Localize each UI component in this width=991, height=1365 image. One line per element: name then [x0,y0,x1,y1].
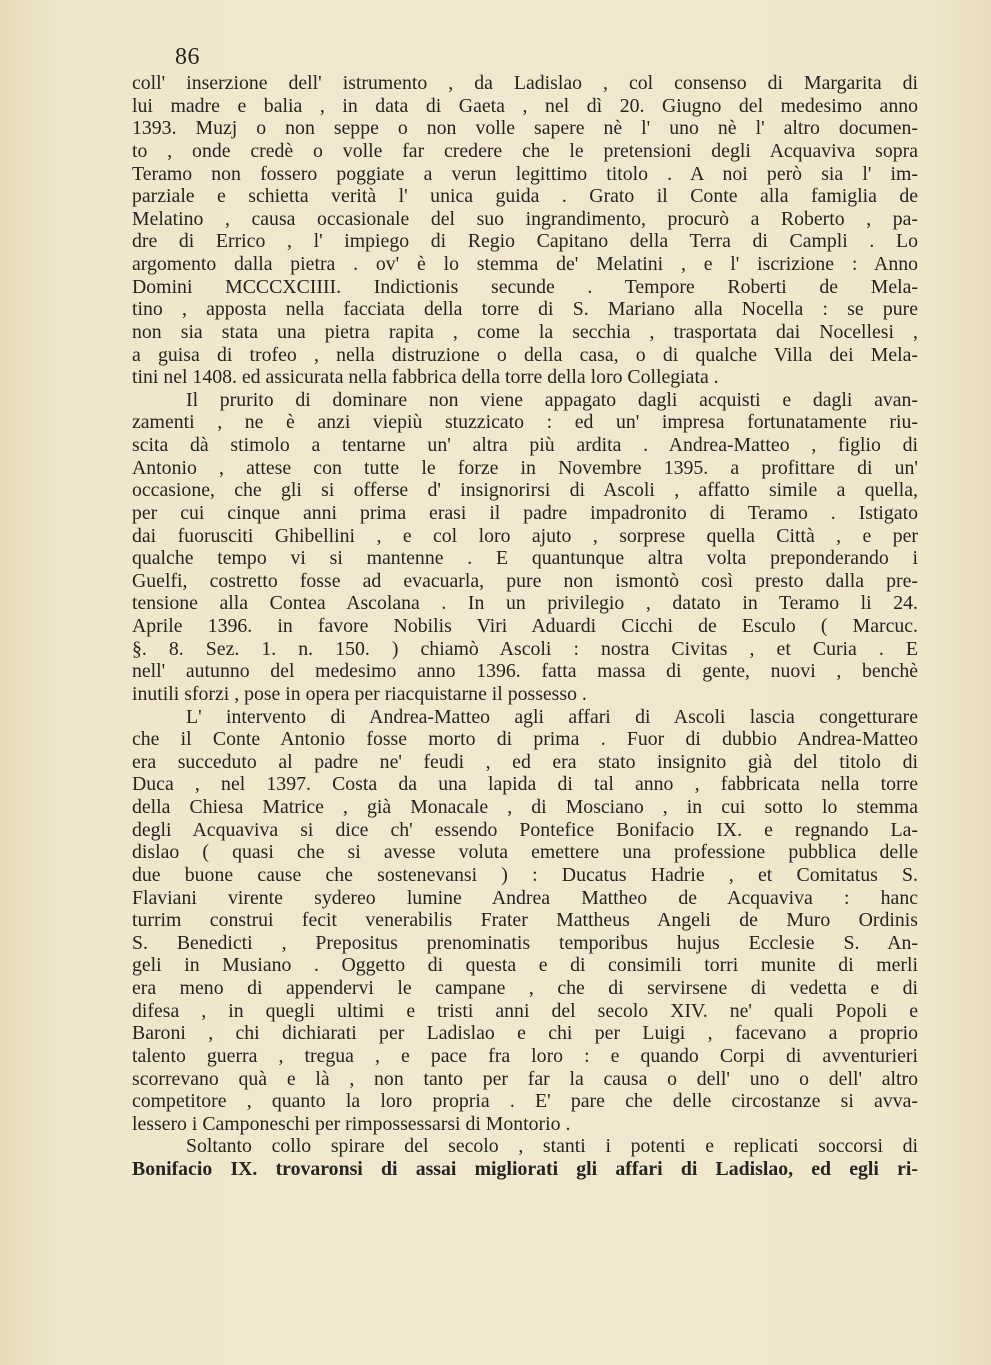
text-line: §. 8. Sez. 1. n. 150. ) chiamò Ascoli : nostra Civitas , et Curia . E [132,637,918,660]
text-line: per cui cinque anni prima erasi il padre impadronito di Teramo . Istigato [132,501,918,524]
text-line: Duca , nel 1397. Costa da una lapida di tal anno , fabbricata nella torre [132,773,918,796]
text-line: dislao ( quasi che si avesse voluta emettere una professione pubblica delle [132,841,918,864]
text-line: era succeduto al padre ne' feudi , ed era stato insignito già del titolo di [132,750,918,773]
text-line: nell' autunno del medesimo anno 1396. fatta massa di gente, nuovi , benchè [132,660,918,683]
text-line: tini nel 1408. ed assicurata nella fabbrica della torre della loro Collegiata . [132,366,719,389]
text-line: lui madre e balia , in data di Gaeta , nel dì 20. Giugno del medesimo anno [132,94,918,117]
text-line: parziale e schietta verità l' unica guida . Grato il Conte alla famiglia de [132,185,918,208]
text-line: Melatino , causa occasionale del suo ingrandimento, procurò a Roberto , pa- [132,207,918,230]
text-line: scorrevano quà e là , non tanto per far la causa o dell' uno o dell' altro [132,1067,918,1090]
text-line: Baroni , chi dichiarati per Ladislao e chi per Luigi , facevano a proprio [132,1022,918,1045]
text-line: che il Conte Antonio fosse morto di prima . Fuor di dubbio Andrea-Matteo [132,728,918,751]
text-line: Soltanto collo spirare del secolo , stanti i potenti e replicati soccorsi di [186,1135,918,1158]
text-line: era meno di appendervi le campane , che di servirsene di vedetta e di [132,977,918,999]
text-line: Antonio , attese con tutte le forze in Novembre 1395. a profittare di un' [132,456,918,479]
text-line: due buone cause che sostenevansi ) : Ducatus Hadrie , et Comitatus S. [132,863,918,886]
text-line: difesa , in quegli ultimi e tristi anni del secolo XIV. ne' quali Popoli e [132,999,918,1022]
text-line: a guisa di trofeo , nella distruzione o della casa, o di qualche Villa dei Mela- [132,343,918,366]
text-line: della Chiesa Matrice , già Monacale , di Mosciano , in cui sotto lo stemma [132,796,918,818]
text-line: tino , apposta nella facciata della torre di S. Mariano alla Nocella : se pure [132,298,918,321]
text-line: Bonifacio IX. trovaronsi di assai migliorati gli affari di Ladislao, ed egli ri- [132,1158,918,1180]
text-line: Domini MCCCXCIIII. Indictionis secunde . Tempore Roberti de Mela- [132,275,918,298]
text-line: zamenti , ne è anzi viepiù stuzzicato : ed un' impresa fortunatamente riu- [132,411,918,434]
text-line: qualche tempo vi si mantenne . E quantunque altra volta preponderando i [132,547,918,570]
text-line: Teramo non fossero poggiate a verun legittimo titolo . A noi però sia l' im- [132,162,918,185]
text-line: competitore , quanto la loro propria . E' pare che delle circostanze si avva- [132,1090,918,1113]
page-number: 86 [175,44,200,70]
text-line: Guelfi, costretto fosse ad evacuarla, pure non ismontò così presto dalla pre- [132,569,918,592]
text-line: argomento dalla pietra . ov' è lo stemma de' Melatini , e l' iscrizione : Anno [132,253,918,275]
body-text [132,72,918,1181]
text-line: dai fuorusciti Ghibellini , e col loro ajuto , sorprese quella Città , e per [132,524,918,547]
text-line: degli Acquaviva si dice ch' essendo Pontefice Bonifacio IX. e regnando La- [132,818,918,841]
text-line: non sia stata una pietra rapita , come la secchia , trasportata dai Nocellesi , [132,320,918,343]
text-line: Il prurito di dominare non viene appagato dagli acquisti e dagli avan- [186,388,918,411]
text-line: occasione, che gli si offerse d' insignorirsi di Ascoli , affatto simile a quella, [132,479,918,502]
text-line: scita dà stimolo a tentarne un' altra più ardita . Andrea-Matteo , figlio di [132,434,918,456]
text-line: turrim construi fecit venerabilis Frater Mattheus Angeli de Muro Ordinis [132,909,918,932]
text-line: S. Benedicti , Prepositus prenominatis temporibus hujus Ecclesie S. An- [132,931,918,954]
text-line: 1393. Muzj o non seppe o non volle sapere nè l' uno nè l' altro documen- [132,117,918,140]
text-line: Aprile 1396. in favore Nobilis Viri Aduardi Cicchi de Esculo ( Marcuc. [132,615,918,637]
text-line: tensione alla Contea Ascolana . In un privilegio , datato in Teramo li 24. [132,592,918,615]
text-line: lessero i Camponeschi per rimpossessarsi di Montorio . [132,1112,571,1135]
text-line: coll' inserzione dell' istrumento , da Ladislao , col consenso di Margarita di [132,72,918,94]
text-line: talento guerra , tregua , e pace fra loro : e quando Corpi di avventurieri [132,1044,918,1067]
text-line: geli in Musiano . Oggetto di questa e di consimili torri munite di merli [132,954,918,977]
text-line: inutili sforzi , pose in opera per riacquistarne il possesso . [132,682,587,705]
text-line: L' intervento di Andrea-Matteo agli affari di Ascoli lascia congetturare [186,705,918,728]
text-line: to , onde credè o volle far credere che le pretensioni degli Acquaviva sopra [132,139,918,162]
text-line: Flaviani virente sydereo lumine Andrea Mattheo de Acquaviva : hanc [132,886,918,909]
text-line: dre di Errico , l' impiego di Regio Capitano della Terra di Campli . Lo [132,230,918,253]
